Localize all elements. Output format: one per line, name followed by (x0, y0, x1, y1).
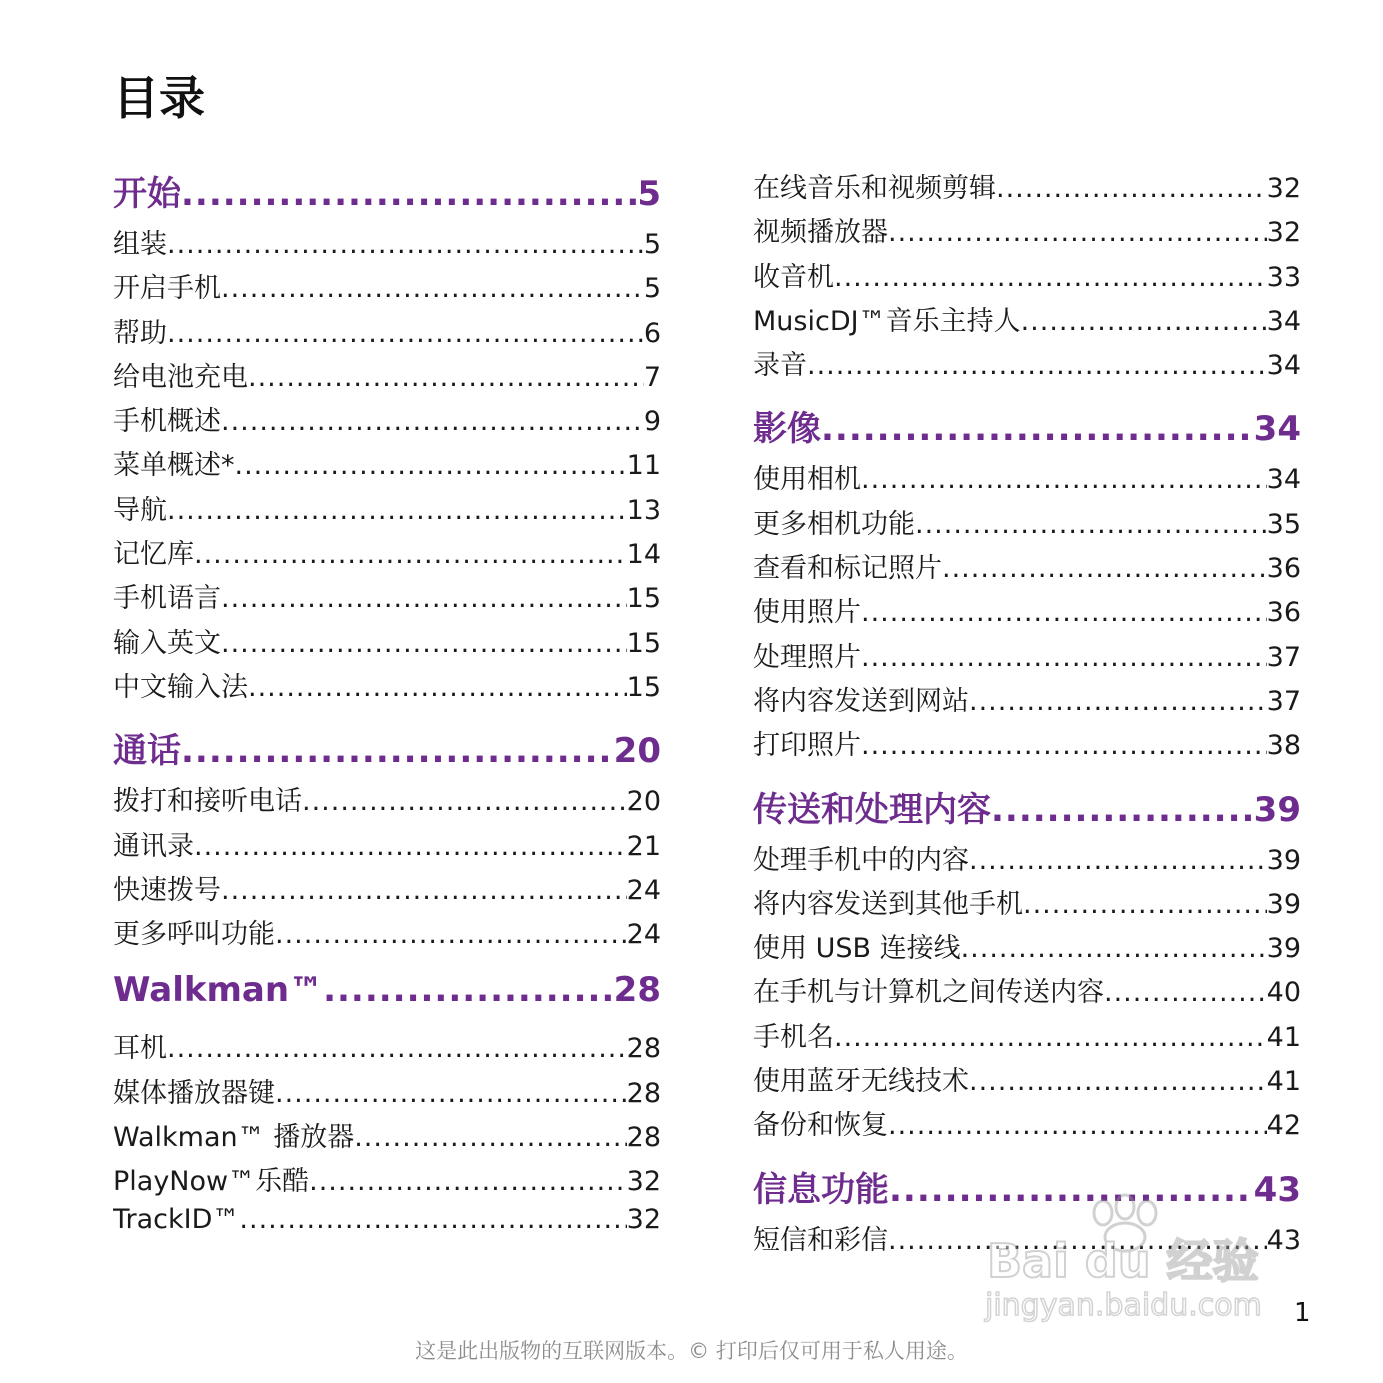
toc-label: 通讯录 (113, 830, 194, 862)
dot-leader (194, 831, 627, 862)
dot-leader (1104, 977, 1267, 1008)
toc-page-number: 36 (1266, 597, 1301, 629)
toc-label: 传送和处理内容 (753, 789, 991, 830)
toc-label: 处理手机中的内容 (753, 844, 969, 876)
toc-label: 使用照片 (753, 597, 861, 629)
toc-label: 媒体播放器键 (113, 1077, 275, 1109)
dot-leader (167, 495, 627, 526)
toc-entry[interactable] (753, 343, 1301, 387)
dot-leader (309, 1166, 627, 1197)
dot-leader (807, 350, 1267, 381)
toc-page-number: 24 (626, 874, 661, 906)
toc-section-heading[interactable] (113, 166, 661, 222)
dot-leader (235, 450, 627, 481)
toc-label: 开启手机 (113, 273, 221, 305)
toc-entry[interactable] (113, 621, 661, 665)
dot-leader (969, 845, 1267, 876)
toc-entry[interactable] (113, 1204, 661, 1248)
toc-page-number: 43 (1253, 1169, 1301, 1210)
dot-leader (991, 790, 1254, 830)
dot-leader (834, 262, 1267, 293)
toc-page-number: 37 (1266, 641, 1301, 673)
toc-page-number: 28 (613, 970, 661, 1011)
toc-entry[interactable] (753, 838, 1301, 882)
toc-entry[interactable] (753, 679, 1301, 723)
toc-page-number: 34 (1266, 350, 1301, 382)
toc-label: 视频播放器 (753, 217, 888, 249)
dot-leader (194, 539, 627, 570)
dot-leader (888, 1110, 1267, 1141)
toc-entry[interactable] (753, 635, 1301, 679)
toc-entry[interactable] (753, 1103, 1301, 1147)
dot-leader (181, 174, 637, 214)
watermark-url: jingyan.baidu.com (985, 1288, 1262, 1323)
toc-page-number: 28 (626, 1122, 661, 1154)
toc-page-number: 32 (626, 1203, 661, 1235)
toc-label: MusicDJ™音乐主持人 (753, 305, 1021, 337)
toc-label: 中文输入法 (113, 671, 248, 703)
toc-page-number: 43 (1266, 1224, 1301, 1256)
toc-entry[interactable] (113, 443, 661, 487)
dot-leader (221, 875, 627, 906)
dot-leader (969, 1066, 1267, 1097)
toc-page-number: 13 (626, 494, 661, 526)
toc-label: 开始 (113, 174, 181, 214)
toc-section-heading[interactable] (753, 401, 1301, 457)
footer-notice: 这是此出版物的互联网版本。© 打印后仅可用于私人用途。 (415, 1339, 968, 1363)
toc-section-heading[interactable] (113, 970, 661, 1026)
toc-label: 在手机与计算机之间传送内容 (753, 977, 1104, 1009)
toc-label: TrackID™ (113, 1203, 240, 1235)
toc-page-number: 41 (1266, 1021, 1301, 1053)
toc-section-heading[interactable] (753, 1162, 1301, 1218)
toc-page-number: 28 (626, 1077, 661, 1109)
section-gap (753, 768, 1301, 782)
toc-entry[interactable] (113, 355, 661, 399)
toc-label: 使用相机 (753, 464, 861, 496)
dot-leader (248, 672, 627, 703)
toc-label: 输入英文 (113, 627, 221, 659)
dot-leader (942, 553, 1267, 584)
toc-page-number: 5 (643, 229, 661, 260)
dot-leader (861, 597, 1267, 628)
toc-label: 将内容发送到网站 (753, 685, 969, 717)
toc-entry[interactable] (113, 779, 661, 823)
toc-page-number: 6 (643, 317, 661, 349)
toc-entry[interactable] (753, 1218, 1301, 1262)
toc-label: 短信和彩信 (753, 1224, 888, 1256)
toc-label: 处理照片 (753, 641, 861, 673)
toc-label: 手机语言 (113, 583, 221, 615)
dot-leader (221, 273, 644, 304)
toc-page-number: 20 (626, 786, 661, 818)
toc-entry[interactable] (113, 912, 661, 956)
toc-label: 耳机 (113, 1033, 167, 1065)
toc-page-number: 40 (1266, 977, 1301, 1009)
toc-entry[interactable] (753, 166, 1301, 210)
toc-entry[interactable] (113, 532, 661, 576)
dot-leader (221, 583, 627, 614)
toc-label: 更多相机功能 (753, 508, 915, 540)
dot-leader (221, 628, 627, 659)
toc-label: 收音机 (753, 261, 834, 293)
toc-page-number: 9 (643, 406, 661, 438)
toc-entry[interactable] (753, 590, 1301, 634)
toc-page-number: 5 (637, 174, 661, 214)
toc-entry[interactable] (753, 970, 1301, 1014)
toc-page-number: 34 (1253, 409, 1301, 450)
toc-label: Walkman™ 播放器 (113, 1122, 355, 1154)
watermark-brand: Bai du 经验 (987, 1234, 1259, 1288)
toc-label: 帮助 (113, 317, 167, 349)
dot-leader (221, 406, 644, 437)
toc-label: 给电池充电 (113, 361, 248, 393)
toc-label: 拨打和接听电话 (113, 786, 302, 818)
toc-section-heading[interactable] (753, 782, 1301, 838)
toc-label: 打印照片 (753, 730, 861, 762)
toc-page-number: 34 (1266, 305, 1301, 337)
dot-leader (167, 318, 644, 349)
dot-leader (969, 686, 1267, 717)
toc-page-number: 5 (643, 273, 661, 305)
dot-leader (275, 919, 627, 950)
toc-label: 备份和恢复 (753, 1110, 888, 1142)
dot-leader (1023, 889, 1267, 920)
toc-entry[interactable] (113, 311, 661, 355)
toc-left-column (113, 166, 661, 1248)
toc-entry[interactable] (753, 1015, 1301, 1059)
toc-label: Walkman™ (113, 970, 324, 1011)
toc-entry[interactable] (113, 824, 661, 868)
toc-page-number: 35 (1266, 508, 1301, 540)
toc-entry[interactable] (113, 399, 661, 443)
dot-leader (167, 1033, 627, 1064)
toc-section-heading[interactable] (113, 723, 661, 779)
dot-leader (915, 509, 1267, 540)
toc-entry[interactable] (113, 665, 661, 709)
toc-entry[interactable] (113, 868, 661, 912)
toc-label: 组装 (113, 229, 167, 260)
toc-page-number: 38 (1266, 730, 1301, 762)
toc-label: 使用 USB 连接线 (753, 933, 961, 965)
toc-page-number: 32 (1266, 173, 1301, 204)
toc-page-number: 32 (1266, 217, 1301, 249)
toc-label: 快速拨号 (113, 874, 221, 906)
toc-page-number: 34 (1266, 464, 1301, 496)
toc-label: 菜单概述* (113, 450, 235, 482)
toc-label: 查看和标记照片 (753, 553, 942, 585)
section-gap (113, 709, 661, 723)
toc-entry[interactable] (753, 457, 1301, 501)
toc-label: 通话 (113, 731, 181, 772)
dot-leader (354, 1122, 626, 1153)
toc-page-number: 14 (626, 539, 661, 571)
dot-leader (996, 173, 1267, 204)
toc-page-number: 39 (1266, 933, 1301, 965)
dot-leader (821, 409, 1254, 449)
dot-leader (861, 730, 1267, 761)
toc-page-number: 37 (1266, 685, 1301, 717)
toc-entry[interactable] (113, 1071, 661, 1115)
toc-page-number: 11 (626, 450, 661, 482)
toc-entry[interactable] (753, 882, 1301, 926)
toc-entry[interactable] (753, 546, 1301, 590)
toc-entry[interactable] (113, 266, 661, 310)
toc-entry[interactable] (113, 488, 661, 532)
toc-label: 影像 (753, 409, 821, 450)
dot-leader (888, 1225, 1267, 1256)
toc-page-number: 15 (626, 583, 661, 615)
section-gap (753, 1148, 1301, 1162)
section-gap (113, 956, 661, 970)
toc-entry[interactable] (113, 1115, 661, 1159)
toc-label: 记忆库 (113, 539, 194, 571)
toc-right-column (753, 166, 1301, 1262)
dot-leader (861, 642, 1267, 673)
toc-label: 手机名 (753, 1021, 834, 1053)
toc-page-number: 36 (1266, 553, 1301, 585)
toc-entry[interactable] (113, 576, 661, 620)
page-number: 1 (1294, 1298, 1311, 1328)
toc-entry[interactable] (113, 222, 661, 266)
toc-entry[interactable] (113, 1159, 661, 1203)
toc-label: 使用蓝牙无线技术 (753, 1066, 969, 1098)
dot-leader (888, 217, 1267, 248)
toc-entry[interactable] (113, 1026, 661, 1070)
dot-leader (275, 1078, 627, 1109)
toc-page-number: 39 (1266, 888, 1301, 920)
dot-leader (1021, 306, 1267, 337)
page-title: 目录 (113, 71, 205, 125)
toc-label: 导航 (113, 494, 167, 526)
dot-leader (302, 786, 627, 817)
dot-leader (861, 464, 1267, 495)
dot-leader (961, 933, 1267, 964)
toc-page-number: 7 (643, 361, 661, 393)
toc-page-number: 39 (1266, 844, 1301, 876)
section-gap (753, 387, 1301, 401)
dot-leader (323, 970, 614, 1010)
toc-page-number: 28 (626, 1033, 661, 1065)
toc-page-number: 15 (626, 627, 661, 659)
toc-page-number: 41 (1266, 1066, 1301, 1098)
dot-leader (889, 1170, 1254, 1210)
toc-page-number: 21 (626, 830, 661, 862)
toc-label: 录音 (753, 350, 807, 382)
toc-label: 在线音乐和视频剪辑 (753, 173, 996, 204)
toc-page-number: 42 (1266, 1110, 1301, 1142)
toc-entry[interactable] (753, 1059, 1301, 1103)
dot-leader (239, 1204, 626, 1235)
toc-page-number: 33 (1266, 261, 1301, 293)
toc-entry[interactable] (753, 723, 1301, 767)
dot-leader (167, 229, 644, 260)
toc-entry[interactable] (753, 255, 1301, 299)
toc-label: 将内容发送到其他手机 (753, 888, 1023, 920)
toc-label: PlayNow™乐酷 (113, 1166, 310, 1198)
toc-page-number: 32 (626, 1166, 661, 1198)
toc-label: 手机概述 (113, 406, 221, 438)
toc-entry[interactable] (753, 299, 1301, 343)
toc-page-number: 15 (626, 671, 661, 703)
toc-entry[interactable] (753, 502, 1301, 546)
toc-label: 更多呼叫功能 (113, 919, 275, 951)
toc-entry[interactable] (753, 926, 1301, 970)
toc-page-number: 39 (1253, 789, 1301, 830)
dot-leader (248, 362, 644, 393)
toc-page-number: 20 (613, 731, 661, 772)
dot-leader (181, 731, 614, 771)
toc-entry[interactable] (753, 210, 1301, 254)
toc-label: 信息功能 (753, 1169, 889, 1210)
toc-page-number: 24 (626, 919, 661, 951)
dot-leader (834, 1022, 1267, 1053)
